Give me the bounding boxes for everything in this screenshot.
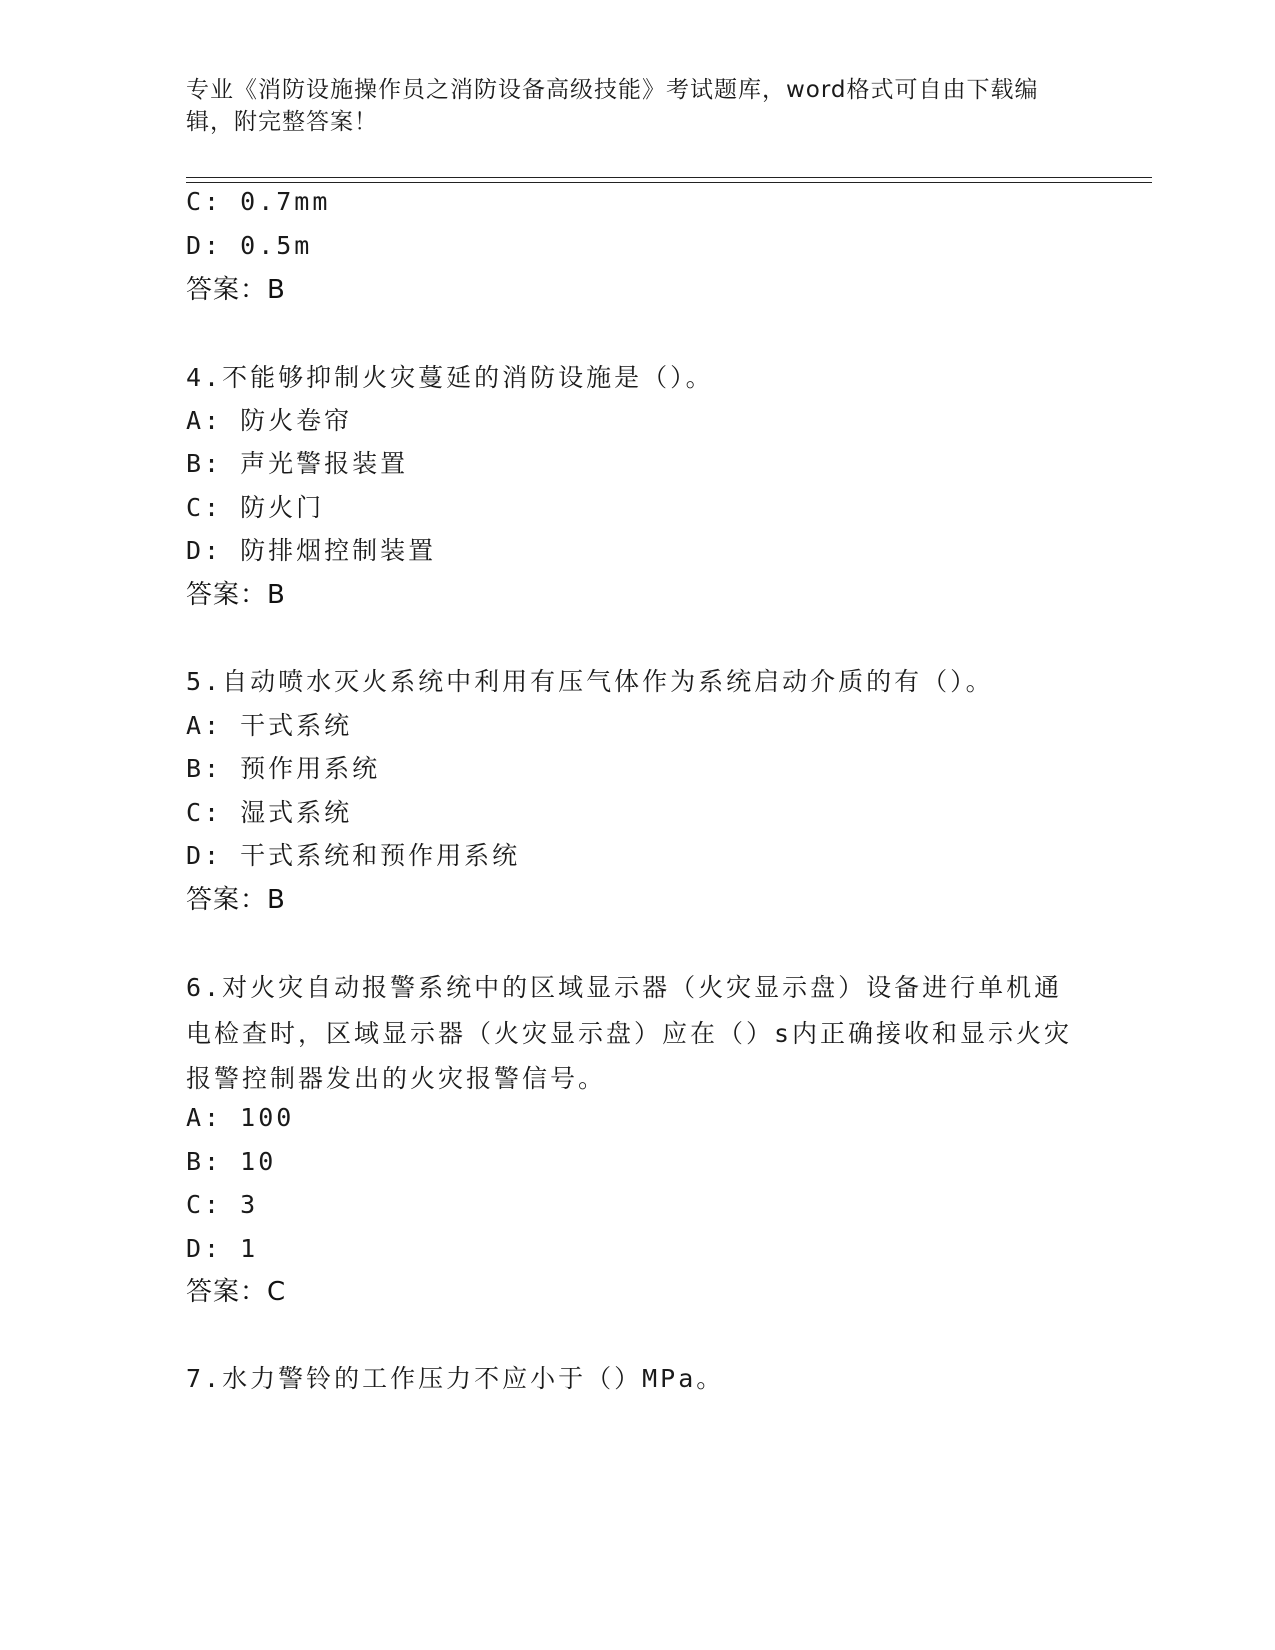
q6-option-d: D: 1 [186, 1234, 259, 1263]
q5-option-d: D: 干式系统和预作用系统 [186, 841, 521, 870]
q4-option-c: C: 防火门 [186, 493, 325, 522]
q6-option-c: C: 3 [186, 1190, 259, 1219]
header-divider-bottom [186, 182, 1152, 183]
q5-stem: 5.自动喷水灭火系统中利用有压气体作为系统启动介质的有（）。 [186, 667, 994, 696]
q3-option-c: C: 0.7mm [186, 187, 331, 216]
q7-stem: 7.水力警铃的工作压力不应小于（）MPa。 [186, 1364, 725, 1393]
q5-answer: 答案：B [186, 885, 286, 915]
q4-stem: 4.不能够抑制火灾蔓延的消防设施是（）。 [186, 363, 714, 392]
q5-option-c: C: 湿式系统 [186, 798, 353, 827]
header-divider-top [186, 177, 1152, 178]
document-header-intro: 专业《消防设施操作员之消防设备高级技能》考试题库，word格式可自由下载编辑，附完整答案！ [186, 77, 1039, 135]
q5-option-b: B: 预作用系统 [186, 754, 381, 783]
q3-answer: 答案：B [186, 275, 286, 305]
q5-option-a: A: 干式系统 [186, 711, 353, 740]
q3-option-d: D: 0.5m [186, 231, 313, 260]
q4-option-b: B: 声光警报装置 [186, 449, 409, 478]
q4-option-d: D: 防排烟控制装置 [186, 536, 437, 565]
q4-option-a: A: 防火卷帘 [186, 406, 353, 435]
q6-answer: 答案：C [186, 1277, 287, 1307]
q6-option-a: A: 100 [186, 1103, 295, 1132]
q4-answer: 答案：B [186, 580, 286, 610]
q6-option-b: B: 10 [186, 1147, 277, 1176]
q6-stem: 6.对火灾自动报警系统中的区域显示器（火灾显示盘）设备进行单机通电检查时，区域显示器（火灾显示盘）应在（）s内正确接收和显示火灾报警控制器发出的火灾报警信号。 [186, 973, 1073, 1093]
